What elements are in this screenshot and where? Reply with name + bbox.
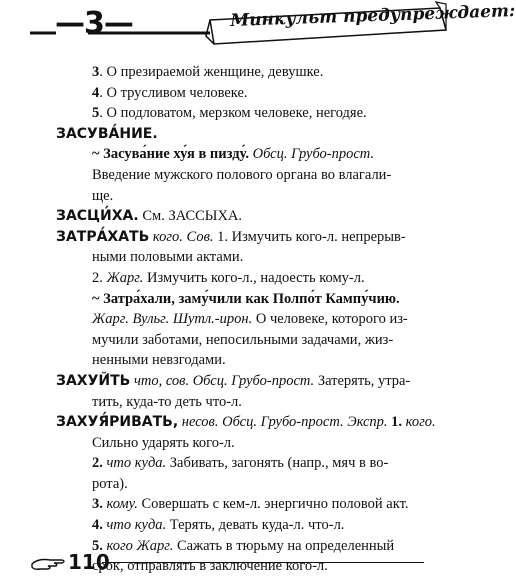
text-span: кого. Сов. [149, 228, 214, 245]
text-span: Сажать в тюрьму на определенный [173, 537, 395, 554]
text-span: тить, куда-то деть что-л. [92, 393, 242, 410]
text-line [56, 350, 426, 371]
text-span: ными половыми актами. [92, 249, 244, 266]
text-span: 5. [92, 537, 103, 554]
text-span: несов. Обсц. Грубо-прост. Экспр. [178, 414, 388, 431]
text-span: Жарг. Вульг. Шутл.-ирон. [92, 311, 253, 328]
text-span: 1. [387, 414, 403, 431]
text-span: 3. [92, 496, 103, 513]
text-line [56, 227, 426, 248]
text-line [56, 494, 426, 515]
text-span: Введение мужского полового органа во влагали- [92, 166, 392, 183]
text-span: 4 [92, 84, 100, 101]
text-line [56, 412, 436, 433]
headword: ЗАСЦИ́ХА. [56, 208, 139, 225]
chapter-number: —3— [55, 6, 133, 41]
text-span: что куда. [102, 517, 167, 534]
text-span: ще. [92, 187, 114, 204]
text-span: ~ Засува́ние ху́я в пизду́. [92, 146, 249, 163]
text-span: кого Жарг. [102, 537, 174, 554]
text-line [56, 433, 426, 454]
text-line [56, 392, 426, 413]
text-line [56, 124, 426, 145]
text-span: срок, отправлять в заключение кого-л. [92, 558, 328, 575]
text-span: ненными невзгодами. [92, 352, 226, 369]
text-span: ~ Затра́хали, заму́чили как Полпо́т Кампу́чию. [92, 290, 400, 307]
text-span: кого. [402, 414, 436, 431]
text-span: кому. [102, 496, 138, 513]
text-line [56, 206, 426, 227]
text-line [56, 83, 426, 104]
headword: ЗАХУЯ́РИВАТЬ, [56, 414, 179, 431]
text-span: О человеке, которого из- [252, 311, 408, 328]
text-span: мучили заботами, непосильными задачами, жиз- [92, 331, 394, 348]
footer-rule [102, 562, 424, 563]
text-span: что, сов. Обсц. Грубо-прост. [130, 372, 315, 389]
page-number: 110 [68, 550, 110, 574]
text-line [56, 453, 426, 474]
text-line [56, 309, 426, 330]
text-span: что куда. [102, 455, 167, 472]
text-span: Обсц. Грубо-прост. [248, 146, 375, 163]
text-line [56, 474, 426, 495]
page-header [0, 0, 516, 58]
text-span: рота). [92, 475, 128, 492]
page-footer [0, 548, 452, 578]
text-line [56, 165, 426, 186]
dictionary-text [56, 62, 436, 577]
text-span: См. ЗАССЫХА. [138, 208, 243, 225]
text-line [56, 289, 426, 310]
text-line [56, 268, 426, 289]
text-line [56, 186, 426, 207]
text-span: Совершать с кем-л. энергично половой акт. [137, 496, 409, 513]
text-span: . О презираемой женщине, девушке. [99, 64, 324, 80]
headword: ЗАТРА́ХАТЬ [56, 228, 150, 245]
text-span: Жарг. [106, 269, 144, 286]
text-span: 5 [92, 105, 100, 122]
text-line [56, 62, 426, 83]
text-span: Затерять, утра- [314, 372, 411, 389]
headword: ЗАХУЙ́ТЬ [56, 372, 131, 389]
text-line [56, 371, 426, 392]
text-line [56, 103, 426, 124]
text-line [56, 144, 426, 165]
running-title: Минкульт предупреждает: [230, 1, 516, 31]
text-span: 4. [92, 517, 103, 534]
text-span: 3 [92, 64, 100, 80]
text-line [56, 247, 426, 268]
text-span: Сильно ударять кого-л. [92, 434, 235, 451]
text-span: Забивать, загонять (напр., мяч в во- [166, 455, 389, 472]
text-span: 1. Измучить кого-л. непрерыв- [213, 228, 406, 245]
text-line [56, 330, 426, 351]
text-span: Измучить кого-л., надоесть кому-л. [143, 269, 365, 286]
text-span: . О трусливом человеке. [99, 84, 248, 101]
text-span: 2. [92, 269, 107, 286]
text-line [56, 515, 426, 536]
text-span: . О подловатом, мерзком человеке, негодяе. [99, 105, 367, 122]
text-span: 2. [92, 455, 103, 472]
text-span: Терять, девать куда-л. что-л. [166, 517, 345, 534]
headword: ЗАСУВА́НИЕ. [56, 125, 158, 142]
